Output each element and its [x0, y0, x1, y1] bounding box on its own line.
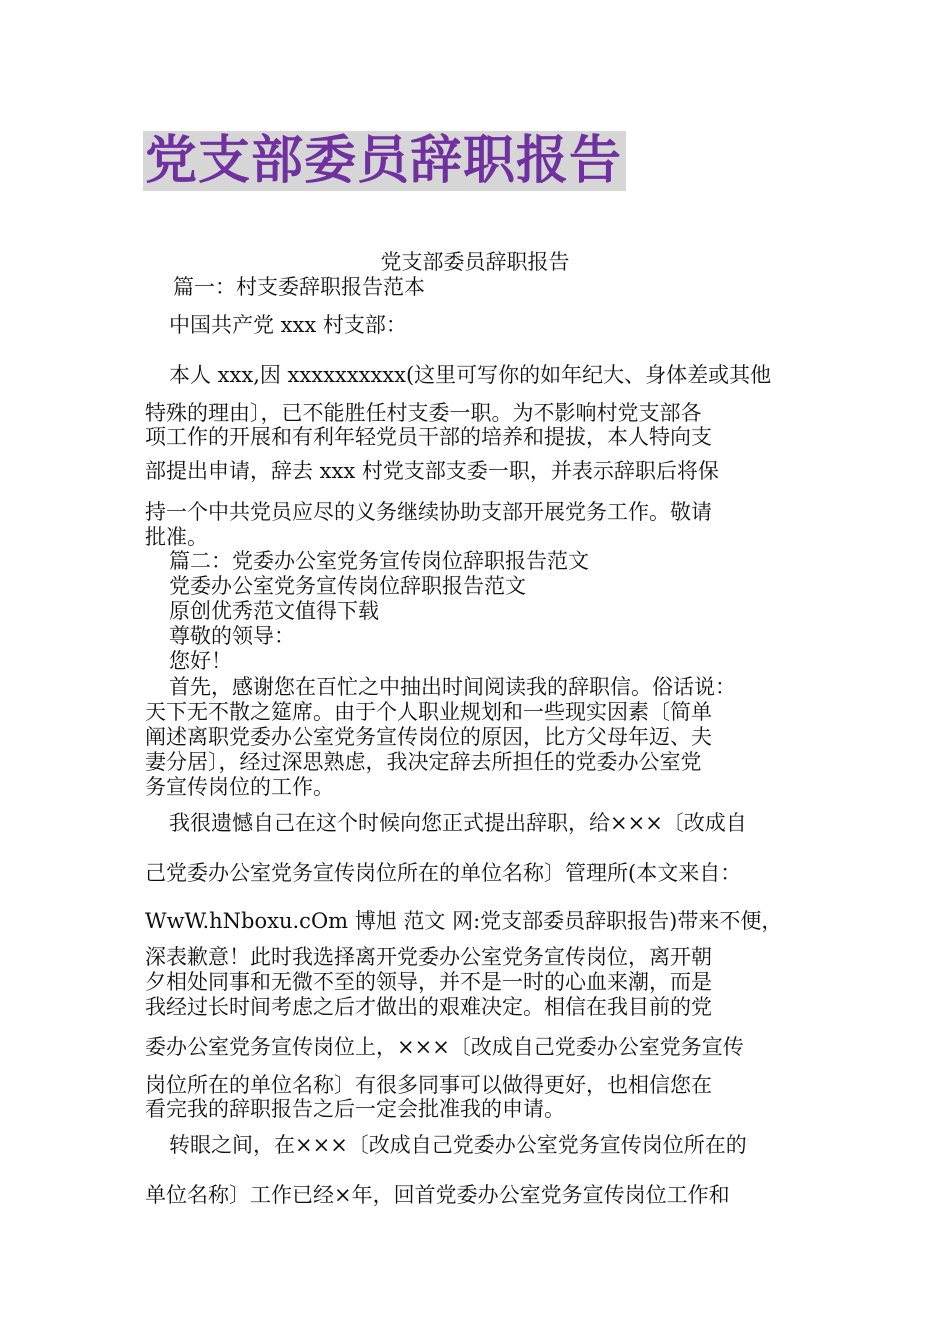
body-line: 我经过长时间考虑之后才做出的艰难决定。相信在我目前的党 [145, 995, 712, 1019]
body-line: 部提出申请，辞去 xxx 村党支部支委一职，并表示辞职后将保 [145, 459, 719, 483]
body-line: 务宣传岗位的工作。 [145, 775, 334, 799]
body-line: 党委办公室党务宣传岗位辞职报告范文 [169, 574, 526, 598]
body-line: 本人 xxx,因 xxxxxxxxxx(这里可写你的如年纪大、身体差或其他 [169, 363, 772, 387]
body-line: 原创优秀范文值得下载 [169, 599, 379, 623]
section-heading-1: 篇一：村支委辞职报告范本 [173, 275, 425, 299]
body-line: 转眼之间，在×××〔改成自己党委办公室党务宣传岗位所在的 [169, 1133, 747, 1157]
body-line: 妻分居〕，经过深思熟虑，我决定辞去所担任的党委办公室党 [145, 750, 702, 774]
body-line: 持一个中共党员应尽的义务继续协助支部开展党务工作。敬请 [145, 500, 712, 524]
body-line: 批准。 [145, 525, 208, 549]
body-line-with-link-text: WwW.hNboxu.cOm 博旭 范文 网:党支部委员辞职报告)带来不便， [145, 909, 783, 933]
body-line: 您好！ [169, 649, 232, 673]
body-line: 己党委办公室党务宣传岗位所在的单位名称〕管理所(本文来自： [145, 861, 742, 885]
body-line: 岗位所在的单位名称〕有很多同事可以做得更好，也相信您在 [145, 1073, 712, 1097]
body-line: 深表歉意！此时我选择离开党委办公室党务宣传岗位，离开朝 [145, 945, 712, 969]
salutation-line: 中国共产党 xxx 村支部： [169, 313, 407, 337]
body-line: 看完我的辞职报告之后一定会批准我的申请。 [145, 1097, 565, 1121]
body-line: 夕相处同事和无微不至的领导，并不是一时的心血来潮，而是 [145, 970, 712, 994]
body-line: 项工作的开展和有利年轻党员干部的培养和提拔，本人特向支 [145, 425, 712, 449]
body-line: 委办公室党务宣传岗位上，×××〔改成自己党委办公室党务宣传 [145, 1035, 744, 1059]
body-line: 天下无不散之筵席。由于个人职业规划和一些现实因素〔简单 [145, 700, 712, 724]
section-heading-2: 篇二：党委办公室党务宣传岗位辞职报告范文 [169, 549, 589, 573]
body-line: 首先，感谢您在百忙之中抽出时间阅读我的辞职信。俗话说： [169, 675, 736, 699]
document-subtitle: 党支部委员辞职报告 [380, 250, 570, 274]
document-title: 党支部委员辞职报告 [145, 131, 623, 191]
body-line: 单位名称〕工作已经×年，回首党委办公室党务宣传岗位工作和 [145, 1183, 730, 1207]
body-line: 阐述离职党委办公室党务宣传岗位的原因，比方父母年迈、夫 [145, 725, 712, 749]
body-line: 尊敬的领导： [169, 624, 295, 648]
body-line: 我很遗憾自己在这个时候向您正式提出辞职，给×××〔改成自 [169, 811, 747, 835]
document-title-highlight [143, 131, 626, 191]
body-line: 特殊的理由〕，已不能胜任村支委一职。为不影响村党支部各 [145, 401, 702, 425]
